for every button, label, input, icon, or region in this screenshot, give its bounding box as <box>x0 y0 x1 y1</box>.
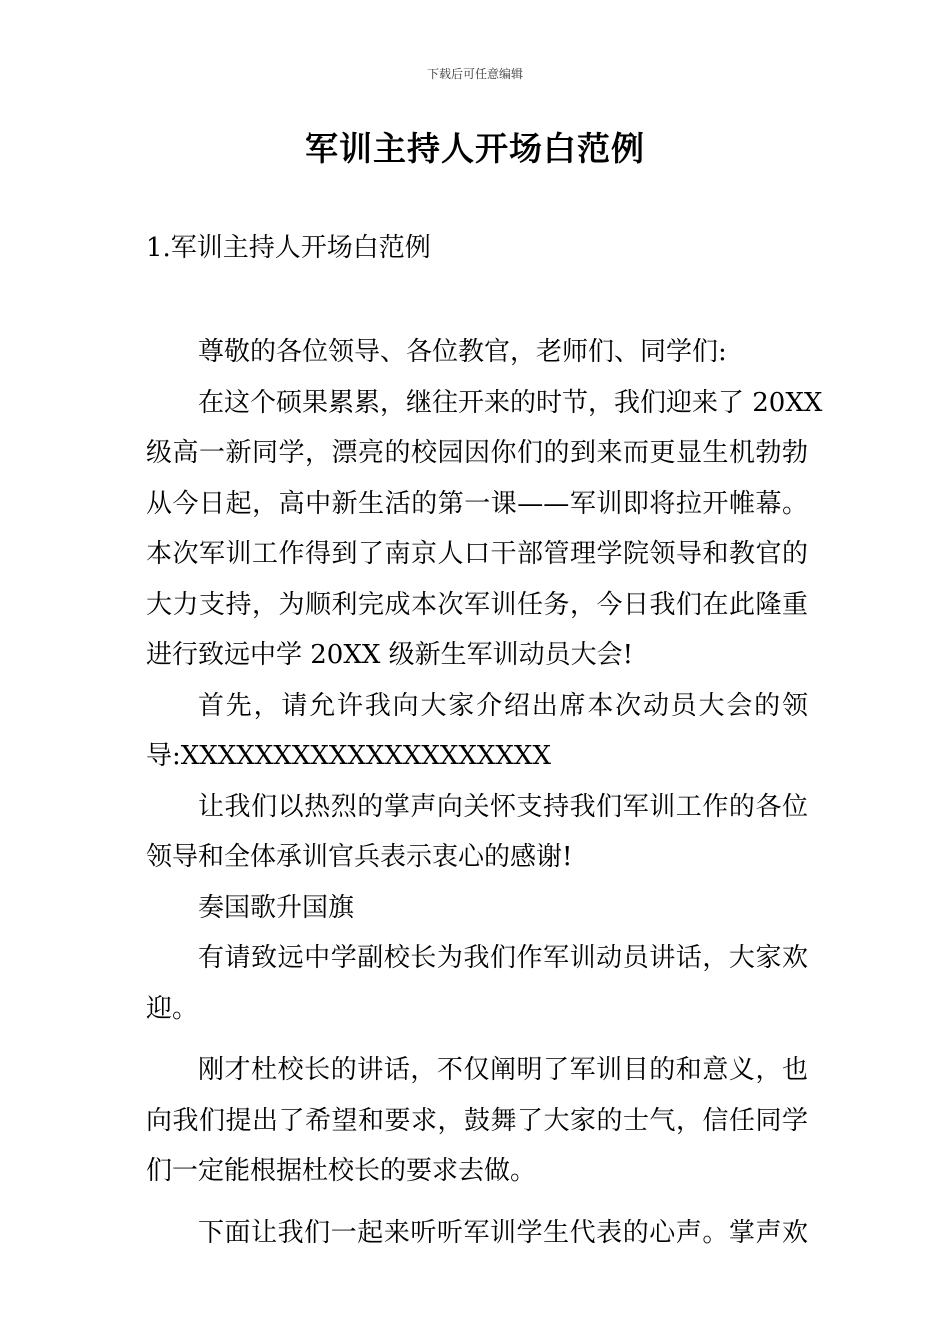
paragraph-line: 让我们以热烈的掌声向关怀支持我们军训工作的各位 <box>198 791 808 822</box>
paragraph-line: 进行致远中学 20XX 级新生军训动员大会! <box>146 640 634 670</box>
paragraph-gap <box>146 1034 808 1045</box>
salutation-line: 尊敬的各位领导、各位教官，老师们、同学们: <box>198 337 727 367</box>
paragraph-gap <box>146 1197 808 1208</box>
paragraph-line: 在这个硕果累累，继往开来的时节，我们迎来了 20XX <box>198 387 823 418</box>
paragraph-line: 迎。 <box>146 993 199 1024</box>
paragraph-line: 导:XXXXXXXXXXXXXXXXXXXX <box>146 741 551 771</box>
document-body <box>146 327 823 1258</box>
paragraph-line: 级高一新同学，漂亮的校园因你们的到来而更显生机勃勃 <box>146 438 808 468</box>
paragraph-line: 向我们提出了希望和要求，鼓舞了大家的士气，信任同学 <box>146 1105 808 1136</box>
paragraph-line: 有请致远中学副校长为我们作军训动员讲话，大家欢 <box>198 943 808 973</box>
paragraph-line: 首先，请允许我向大家介绍出席本次动员大会的领 <box>198 690 808 721</box>
paragraph-line: 从今日起，高中新生活的第一课——军训即将拉开帷幕。 <box>146 488 808 519</box>
paragraph-line: 下面让我们一起来听听军训学生代表的心声。掌声欢 <box>198 1217 808 1248</box>
paragraph-line: 刚才杜校长的讲话，不仅阐明了军训目的和意义，也 <box>198 1055 808 1085</box>
paragraph-line: 本次军训工作得到了南京人口干部管理学院领导和教官的 <box>146 539 808 569</box>
paragraph-line: 们一定能根据杜校长的要求去做。 <box>146 1156 537 1186</box>
paragraph-line: 领导和全体承训官兵表示衷心的感谢! <box>146 842 573 872</box>
paragraph-line: 奏国歌升国旗 <box>198 892 355 923</box>
document-title: 军训主持人开场白范例 <box>305 129 645 168</box>
paragraph-line: 大力支持，为顺利完成本次军训任务，今日我们在此隆重 <box>146 589 808 620</box>
page-header-note: 下载后可任意编辑 <box>426 67 523 81</box>
section-heading: 1.军训主持人开场白范例 <box>146 233 431 263</box>
